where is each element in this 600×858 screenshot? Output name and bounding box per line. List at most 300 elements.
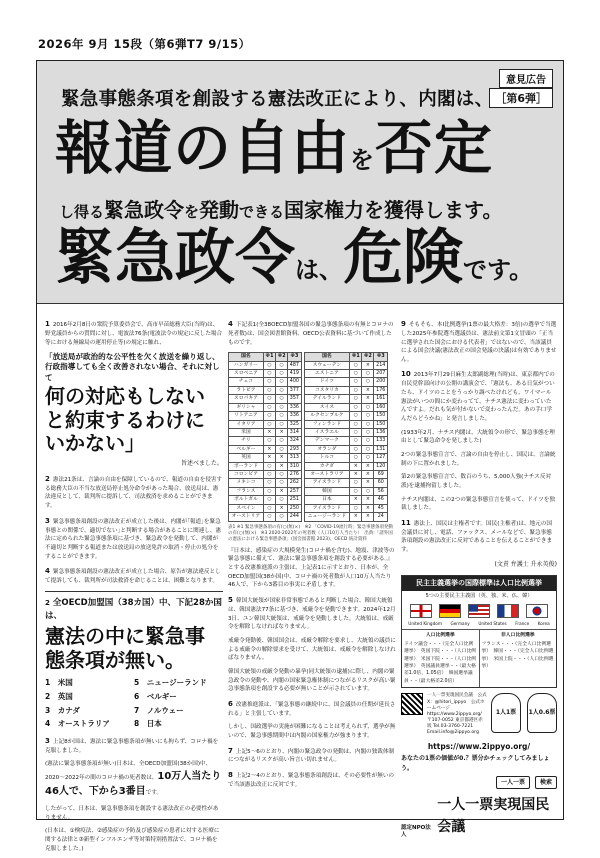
table-cell: ○ [263, 386, 275, 394]
search-term[interactable]: 一人一票 [496, 776, 530, 789]
paragraph-1: 1 2016年2月8日の衆院予算委員会で、高市早苗総務大臣(当時)は、野党議員からの質問に対し、電波法76条(電波法令の規定に反した場合等における無線局の運用停止等)の規定に触れ、 [45, 320, 223, 346]
flag-germany-icon [439, 604, 461, 618]
table-cell: チェコ [229, 378, 264, 386]
table-row [229, 487, 388, 495]
table-cell: 310 [288, 462, 301, 470]
table-cell: ○ [350, 428, 362, 436]
flag-label: United States [478, 620, 507, 626]
table-cell: 136 [374, 428, 388, 436]
flag-label: France [515, 620, 530, 626]
table-cell: × [362, 496, 374, 504]
paragraph-10b: (1933年2月、ナチス内閣は、大統領令の形で、緊急事態を理由として緊急命令を発しました) [401, 429, 555, 445]
table-cell: スペイン [229, 504, 264, 512]
paragraph-c2-7: 8 上記2〜4のとおり、緊急事態条項創設は、その必要性が無いので当該憲法改正に反対です。 [228, 771, 395, 788]
table-cell: 313 [288, 454, 301, 462]
table-cell: 377 [288, 386, 301, 394]
line3-part-d: 発動 [199, 198, 240, 222]
proportional-heading: 人口比例選挙 [425, 633, 455, 639]
flag-korea-icon [526, 604, 548, 618]
table-cell: 257 [288, 487, 301, 495]
proportional-column [402, 630, 480, 687]
table-header-cell: 国名 [229, 353, 264, 361]
headline-press-freedom-text: 報道の自由 [55, 114, 351, 182]
table-cell: ○ [350, 479, 362, 487]
table-cell: ○ [350, 412, 362, 420]
table-cell: 120 [374, 462, 388, 470]
table-row [229, 370, 388, 378]
table-row [229, 395, 388, 403]
box-subtitle: 5つの主要民主主義国（英、独、米、仏、韓） [425, 592, 533, 599]
table-cell: 336 [288, 403, 301, 411]
mascot-icon: 1人0.6票 [527, 693, 557, 733]
table-cell: ○ [276, 412, 288, 420]
table-cell: ○ [362, 454, 374, 462]
table-cell: × [276, 462, 288, 470]
table-cell: ○ [350, 361, 362, 369]
paragraph-3: 3 緊急事態条項創設の憲法改正が成立した後は、内閣が｢報道｣を緊急事態との関係で、適切でない｣と判断する場合があることに関連し、憲法に定められた緊急事態条項に基づき、緊急政令を発動して、内閣が不適切と判断する報道または放送局の放送免許の取消・停止の処分をすることができます。 [45, 516, 222, 560]
table-cell: ○ [350, 395, 362, 403]
paragraph-3-text: 緊急事態条項創設の憲法改正が成立した後は、内閣が｢報道｣を緊急事態との関係で、適切でない｣と判断する場合があることに関連し、憲法に定められた緊急事態条項に基づき、緊急政令を発動して、内閣が不適切と判断する報道または放送局の放送免許の取消・停止の処分をすることができます。 [45, 518, 222, 560]
country-item: 7 ノルウェー [134, 705, 184, 715]
table-cell: オーストリア [229, 513, 264, 521]
flag-row [402, 601, 556, 621]
country-item: 1 米国 [45, 678, 73, 688]
quote-big: 何の対応もしないと約束するわけにいかない」 [45, 383, 205, 456]
table-cell: × [362, 386, 374, 394]
table-cell: 日本 [304, 496, 350, 504]
table-row [229, 471, 388, 479]
line3-part-e: できる [239, 203, 285, 221]
non-proportional-body: フランス・・・（完全人口比例選挙） 韓国・・・（完全人口比例選挙） 米国上院・・・（人口比例選挙） [481, 641, 554, 670]
paragraph-5: 3 上記8か国は、憲法に緊急事態条項が無いにも拘らず、コロナ禍を克服しました。 [45, 736, 219, 754]
table-row [229, 437, 388, 445]
table-cell: × [350, 462, 362, 470]
table-row [229, 496, 388, 504]
headline-deny-text: 否定 [375, 114, 494, 182]
table-cell: ○ [362, 412, 374, 420]
table-cell: × [362, 471, 374, 479]
website-link[interactable]: https://www.2ippyo.org/ [427, 741, 531, 751]
table-cell: × [276, 428, 288, 436]
search-button[interactable]: 検索 [535, 776, 557, 789]
paragraph-10d: 第2の緊急事態宣言で、数百のうち、5,000人強(ナチス反対派)を逮捕拘留しました。 [401, 474, 552, 489]
table-cell: エストニア [304, 370, 350, 378]
quote-after: 旨述べました。 [180, 459, 223, 467]
paragraph-c2-6: 7 上記5〜6のとおり、内閣の緊急政令の発動は、内閣の独裁体制につながるリスクが高い旨言い切れません。 [228, 746, 395, 764]
headline-emergency-decree-danger [55, 223, 534, 293]
table-cell: 244 [288, 513, 301, 521]
table-cell: リトアニア [229, 412, 264, 420]
mascot-icon: 1人1票 [491, 693, 521, 733]
paragraph-c2-1-text: 下記表1(全38OECD加盟各国の緊急事態条項の有無とコロナの死者数)は、国会図書館資料、OECD公表資料に基づいて作成したものです。 [228, 322, 394, 346]
paragraph-10c: 2つの緊急事態宣言で、言論の自由を停止し、国民は、言論統制の下に置かれました。 [401, 451, 556, 467]
table-row [229, 378, 388, 386]
table-cell: 324 [288, 437, 301, 445]
table-cell: アイスランド [304, 479, 350, 487]
big2-part-a: 緊急政令 [55, 223, 295, 293]
table-cell: 419 [288, 370, 301, 378]
table-cell: 200 [374, 378, 388, 386]
table-cell: 60 [374, 479, 388, 487]
table-cell: カナダ [304, 462, 350, 470]
table-cell: フランス [229, 487, 264, 495]
table-cell: イスラエル [304, 428, 350, 436]
table-cell: 133 [374, 437, 388, 445]
table-cell: ルクセンブルク [304, 412, 350, 420]
hero-banner [37, 61, 563, 304]
table-cell: 131 [374, 445, 388, 453]
paragraph-5b-end: です。 [145, 790, 163, 797]
table-cell: 250 [288, 504, 301, 512]
table-cell: × [362, 361, 374, 369]
paragraph-2-text: 憲法21条は、言論の自由を保障しているので、報道の自由を侵害する総務大臣の不当な放送局停止処分命令があった場合、放送局は、憲法違反として、裁判所に提訴して、司法救済を求めることができます。 [45, 476, 223, 510]
table-header-cell: ※3 [374, 353, 388, 361]
table-cell: ○ [276, 378, 288, 386]
table-cell: 487 [288, 361, 301, 369]
table-cell: ○ [263, 370, 275, 378]
column-1 [45, 319, 223, 858]
paragraph-c2-6-text: 上記5〜6のとおり、内閣の緊急政令の発動は、内閣の独裁体制につながるリスクが高い旨言い切れません。 [228, 748, 395, 764]
paragraph-5-text: 上記8か国は、憲法に緊急事態条項が無いにも拘らず、コロナ禍を克服しました。 [45, 738, 219, 754]
column-3 [401, 319, 557, 839]
table-cell: ○ [350, 487, 362, 495]
table-cell: ○ [350, 386, 362, 394]
proportional-body: ドイツ議会・・・（完全人口比例選挙） 英国下院・・・（人口比例選挙） 米国下院・・・（人口比例選挙） 英国議員選挙・・（最大格差1.0倍、1.05倍） 韓国選挙議員・・（最大格差2.0倍） [404, 641, 476, 684]
table-cell: ○ [263, 395, 275, 403]
table-cell: 276 [288, 471, 301, 479]
paragraph-4: 4 緊急事態条項創設の憲法改正が成立した場合、原告が憲法違反として提訴しても、裁判所が司法救済を命じることは、困難となります。 [45, 567, 221, 585]
table-row [229, 454, 388, 462]
oecd-section-heading: 2 全OECD加盟国（38カ国）中、下記28か国は、 [45, 597, 222, 621]
box-title: 民主主義選挙の国際標準は人口比例選挙 [402, 576, 556, 591]
paragraph-5b-text: (憲法に緊急事態条項が無い)日本は、全OECD加盟国(38か国)中、2020〜2022年の間のコロナ禍の死者数は、 [45, 761, 212, 781]
dateline: 2026年 9月 15段（第6弾T7 9/15） [38, 37, 251, 51]
paragraph-11-text: 憲法上、国民は主権者です。国民(主権者)は、地元の国会議員に対し、電話、ファックス、メールなどで、緊急事態条項創設の憲法改正に反対であることを伝えることができます。 [401, 520, 553, 553]
table-cell: ○ [263, 471, 275, 479]
table-cell: × [276, 504, 288, 512]
table-cell: フィンランド [304, 420, 350, 428]
table-cell: ○ [350, 445, 362, 453]
flag-labels [402, 621, 556, 630]
paragraph-10e: ナチス内閣は、この2つの緊急事態宣言を使って、ドイツを独裁しました。 [401, 496, 555, 512]
table-row [229, 504, 388, 512]
table-cell: 69 [374, 471, 388, 479]
table-row [229, 403, 388, 411]
table-cell: イタリア [229, 420, 264, 428]
table-cell: ○ [362, 420, 374, 428]
paragraph-c2-1: 4 下記表1(全38OECD加盟各国の緊急事態条項の有無とコロナの死者数)は、国会図書館資料、OECD公表資料に基づいて作成したものです。 [228, 320, 394, 346]
table-cell: ○ [276, 479, 288, 487]
table-cell: 45 [374, 504, 388, 512]
paragraph-c2-4: 韓国大統領の戒厳令発動の暴挙(同大統領の逮捕)に際し、内閣の緊急政令の発動や、内閣の国家緊急権体制につながるリスクが高い緊急事態条項を創設する必要が無いことが示されています。 [228, 668, 396, 693]
table-cell: × [276, 487, 288, 495]
table-cell: 293 [288, 445, 301, 453]
table-cell: スロベニア [229, 370, 264, 378]
qr-code-icon[interactable] [401, 693, 423, 715]
big2-part-c: 危険 [343, 223, 463, 293]
table-row [229, 479, 388, 487]
table-cell: 127 [374, 454, 388, 462]
country-list [45, 677, 223, 730]
flag-label: Korea [537, 620, 550, 626]
table-cell: 英国 [229, 454, 264, 462]
line3-part-f: 国家権力 [284, 198, 365, 222]
table-cell: 357 [288, 395, 301, 403]
table-cell: ハンガリー [229, 361, 264, 369]
signoff: (文責 弁護士 升永英俊) [494, 560, 557, 568]
table-header-cell: ※1 [350, 353, 362, 361]
table-cell: トルコ [304, 454, 350, 462]
paragraph-7: (日本は、①検疫法、②感染症の予防及び感染症の患者に対する医療に関する法律と③新型インフルエンザ等対策特別措置法で、コロナ禍を克服しました。) [45, 828, 220, 852]
column-2 [228, 319, 396, 795]
table-cell: ○ [276, 496, 288, 504]
table-cell: 56 [374, 487, 388, 495]
paragraph-9: 9 そもそも、本Ⅰ比例選挙(1票の最大格差：3倍)の選挙で当選した2025年参院選当選議員は、憲法前文第1文冒頭の「正当に選挙された国会における代表者」ではないので、当該議員による国会決議(憲法改正の国会発議の決議)は有効でありません。 [401, 320, 557, 363]
org-name: 一人一票実現国民会議 [437, 797, 550, 835]
table-cell: × [263, 445, 275, 453]
table-cell: ベルギー [229, 445, 264, 453]
table-cell: ギリシャ [229, 403, 264, 411]
table-cell: 336 [288, 412, 301, 420]
line3-part-g: を獲得します。 [364, 198, 503, 222]
headline-emergency-power-line [59, 194, 502, 223]
country-item: 8 日本 [134, 719, 162, 729]
flag-france-icon [497, 604, 519, 618]
table-cell: ○ [276, 403, 288, 411]
table-cell: 150 [374, 412, 388, 420]
table-cell: ポーランド [229, 462, 264, 470]
series-label: ［第6弾］ [489, 88, 553, 108]
table-row [229, 513, 388, 521]
search-prompt-text: あなたの1票の価値が0.？票分かチェックしてみましょう。 [401, 755, 550, 772]
table-cell: 251 [288, 496, 301, 504]
table-cell: 262 [288, 479, 301, 487]
flag-uk-icon [410, 604, 432, 618]
paragraph-5b [45, 760, 223, 800]
table-cell: ○ [362, 378, 374, 386]
table-cell: ○ [263, 437, 275, 445]
table-cell: ○ [362, 437, 374, 445]
big2-part-d: です。 [463, 256, 534, 284]
table-cell: ○ [276, 370, 288, 378]
table-row [229, 386, 388, 394]
flag-label: Germany [450, 620, 470, 626]
table-cell: ポルトガル [229, 496, 264, 504]
table-cell: コスタリカ [304, 386, 350, 394]
line3-part-c: を [184, 203, 200, 221]
table-row [229, 412, 388, 420]
country-item: 5 ニュージーランド [134, 678, 207, 688]
death-rate-highlight: 10万人当たり46人で、下から3番目 [45, 770, 222, 798]
oecd-section-big: 憲法の中に緊急事態条項が無い。 [45, 624, 205, 672]
table-cell: ○ [350, 504, 362, 512]
table-cell: ○ [362, 487, 374, 495]
table-cell: × [362, 479, 374, 487]
country-item: 4 オーストラリア [45, 719, 110, 729]
search-prompt [401, 754, 557, 773]
table-cell: 韓国 [304, 487, 350, 495]
table-header-cell: ※1 [263, 353, 275, 361]
mascot-group [491, 693, 557, 736]
paragraph-c2-5-text: 改憲推進派は、「緊急事態の継続中に、国会議員の任期が延長される」と主張しています。 [228, 701, 396, 717]
table-cell: ○ [263, 403, 275, 411]
line3-part-a: し得る [59, 203, 105, 221]
table-header-cell: ※2 [276, 353, 288, 361]
table-cell: ○ [263, 513, 275, 521]
table-cell: 325 [288, 420, 301, 428]
table-cell: × [350, 513, 362, 521]
table-row [229, 420, 388, 428]
table-cell: コロンビア [229, 471, 264, 479]
table-cell: × [362, 513, 374, 521]
table-note: 表1 ※1 緊急事態条項の有(○)無(×) ※2 「COVID-19流行時」緊急事態条項発動の有(○)無(×) ※3 2020-2022年の死者数（人口10万人当たり） 出典:「諸外国の憲法における緊急事態条項」(国会図書館 2023)、OECD 統計資料 [228, 524, 393, 542]
table-cell: ○ [263, 412, 275, 420]
table-cell: オランダ [304, 445, 350, 453]
table-cell: ○ [350, 378, 362, 386]
contact-block [401, 693, 557, 736]
table-cell: 207 [374, 370, 388, 378]
table-cell: デンマーク [304, 437, 350, 445]
table-cell: × [362, 395, 374, 403]
table-header-cell: ※3 [288, 353, 301, 361]
divider [45, 591, 223, 592]
headline-intro: 緊急事態条項を創設する憲法改正により、内閣は、 [61, 89, 494, 110]
paragraph-10-text: 2013年7月29日麻生太郎副総理(当時)は、東京都内での自民党幹部向けの公開の講演会で、「憲法も、ある日気がついたら、ドイツのことをうっかり調べたけれども、ワイマール憲法がいつの間にか変わってて、ナチス憲法に変わっていたんですよ。だれも気が付かないで変わったんだ。あの手口学んだらどうかね」と発言しました。 [401, 372, 555, 422]
org-prefix: 認定NPO法人 [401, 825, 431, 838]
table-cell: × [263, 454, 275, 462]
table-cell: ○ [263, 420, 275, 428]
table-cell: ○ [276, 513, 288, 521]
ad-label: 意見広告 [499, 69, 553, 88]
table-cell: ○ [276, 361, 288, 369]
quote-lead: 「放送局が政治的な公平性を欠く放送を繰り返し、行政指導しても全く改善されない場合、それに対して [45, 352, 220, 382]
election-standard-box [401, 575, 557, 688]
paragraph-c2-2: 『日本は、感染症の大規模発生(コロナ禍を含む)、地震、津波等の緊急事態に備えて、憲法に緊急事態条項を創設する必要がある。』とする改憲推進派の主張は、上記表1に示すとおり、日本が、全OECD加盟国(38か国)中、コロナ禍の死者数が人口10万人当たり46人で、下から3番目の事実に矛盾します。 [228, 547, 395, 589]
table-cell: ○ [362, 428, 374, 436]
table-cell: × [263, 428, 275, 436]
table-cell: 400 [288, 378, 301, 386]
table-cell: チリ [229, 437, 264, 445]
table-cell: 160 [374, 403, 388, 411]
table-cell: スイス [304, 403, 350, 411]
line3-part-b: 緊急政令 [104, 198, 185, 222]
flag-label: United Kingdom [408, 620, 442, 626]
table-cell: 46 [374, 496, 388, 504]
headline-particle-wo: を [350, 146, 376, 174]
big2-part-b: は、 [295, 256, 343, 284]
table-header-cell: 国名 [304, 353, 350, 361]
paragraph-c2-5: 6 改憲推進派は、「緊急事態の継続中に、国会議員の任期が延長される」と主張しています。 [228, 699, 396, 717]
table-cell: ○ [276, 471, 288, 479]
paragraph-c2-3: 5 韓国大統領が国家非常事態であると判断した場合、韓国大統領は、韓国憲法77条に基づき、戒厳令を発動できます。2024年12月3日、ユン韓国大統領は、戒厳令を発動しました。大統領は、戒厳令を解除しなければなりません。 [228, 596, 396, 631]
table-cell: ○ [350, 370, 362, 378]
table-row [229, 428, 388, 436]
table-cell: × [362, 462, 374, 470]
paragraph-10: 10 2013年7月29日麻生太郎副総理(当時)は、東京都内での自民党幹部向けの公開の講演会で、「憲法も、ある日気がついたら、ドイツのことをうっかり調べたけれども、ワイマール憲法がいつの間にか変わってて、ナチス憲法に変わっていたんですよ。だれも気が付かないで変わったんだ。あの手口学んだらどうかね」と発言しました。 [401, 370, 555, 422]
non-proportional-column [480, 630, 557, 687]
table-cell: ○ [276, 437, 288, 445]
table-cell: × [276, 454, 288, 462]
paragraph-2: 2 憲法21条は、言論の自由を保障しているので、報道の自由を侵害する総務大臣の不当な放送局停止処分命令があった場合、放送局は、憲法違反として、裁判所に提訴して、司法救済を求めることができます。 [45, 474, 223, 510]
paragraph-1-text: 2016年2月8日の衆院予算委員会で、高市早苗総務大臣(当時)は、野党議員からの質問に対し、電波法76条(電波法令の規定に反した場合等における無線局の運用停止等)の規定に触れ、 [45, 322, 223, 346]
table-cell: ○ [263, 496, 275, 504]
table-cell: ○ [350, 420, 362, 428]
table-cell: ラトビア [229, 386, 264, 394]
table-cell: ○ [362, 370, 374, 378]
country-item: 6 ベルギー [134, 691, 177, 701]
paragraph-c2-3-text: 韓国大統領が国家非常事態であると判断した場合、韓国大統領は、韓国憲法77条に基づき、戒厳令を発動できます。2024年12月3日、ユン韓国大統領は、戒厳令を発動しました。大統領は、戒厳令を解除しなければなりません。 [228, 598, 396, 631]
country-item: 2 英国 [45, 691, 73, 701]
paragraph-11: 11 憲法上、国民は主権者です。国民(主権者)は、地元の国会議員に対し、電話、ファックス、メールなどで、緊急事態条項創設の憲法改正に反対であることを伝えることができます。 [401, 518, 553, 553]
table-cell: × [362, 504, 374, 512]
table-cell: 150 [374, 420, 388, 428]
table-row [229, 445, 388, 453]
table-cell: ○ [263, 361, 275, 369]
search-box [401, 776, 557, 789]
election-comparison [402, 629, 556, 687]
headline-freedom-of-press [55, 114, 494, 182]
paragraph-c2-3b: 戒厳令発動後、韓国国会は、戒厳令解除を要求し、大統領の議員による戒厳令の解除要求を受けて、大統領は、戒厳令を解除しなければなりません。 [228, 637, 396, 662]
organization-footer [401, 795, 557, 838]
table-cell: 214 [374, 361, 388, 369]
table-cell: ○ [276, 420, 288, 428]
table-cell: オーストラリア [304, 471, 350, 479]
table-row [229, 462, 388, 470]
table-cell: × [350, 496, 362, 504]
table-cell: ○ [263, 487, 275, 495]
country-item: 3 カナダ [45, 705, 80, 715]
table-cell: ○ [276, 386, 288, 394]
table-cell: 176 [374, 386, 388, 394]
opinion-ad [36, 60, 564, 852]
table-cell: ○ [350, 454, 362, 462]
oecd-section-heading-text: 全OECD加盟国（38カ国）中、下記28か国は、 [45, 597, 222, 621]
table-cell: ドイツ [304, 378, 350, 386]
table-cell: スウェーデン [304, 361, 350, 369]
table-cell: ○ [362, 403, 374, 411]
non-proportional-heading: 非人口比例選挙 [500, 633, 535, 639]
table-header-cell: ※2 [362, 353, 374, 361]
table-header-row [229, 353, 388, 361]
paragraph-6: したがって、日本は、緊急事態条項を創設する憲法改正の必要性がありません。 [45, 805, 219, 821]
table-cell: 314 [288, 428, 301, 436]
table-cell: ニュージーランド [304, 513, 350, 521]
table-cell: ○ [263, 479, 275, 487]
table-cell: スロバキア [229, 395, 264, 403]
paragraph-4-text: 緊急事態条項創設の憲法改正が成立した場合、原告が憲法違反として提訴しても、裁判所が司法救済を命じることは、困難となります。 [45, 569, 221, 585]
oecd-table [228, 352, 388, 521]
table-cell: ○ [362, 445, 374, 453]
paragraph-c2-5b: しかし、国政選挙の実施が困難になることは考えられず、選挙が無いので、緊急事態期間中は内閣の国家権力が強まります。 [228, 724, 396, 739]
table-cell: ○ [263, 462, 275, 470]
table-cell: ○ [350, 403, 362, 411]
table-cell: ○ [276, 395, 288, 403]
table-cell: ○ [263, 504, 275, 512]
table-cell: ○ [350, 437, 362, 445]
table-cell: デイルランド [304, 395, 350, 403]
table-cell: 24 [374, 513, 388, 521]
table-cell: ○ [263, 378, 275, 386]
paragraph-9-text: そもそも、本Ⅰ比例選挙(1票の最大格差：3倍)の選挙で当選した2025年参院選当選議員は、憲法前文第1文冒頭の「正当に選挙された国会における代表者」ではないので、当該議員による国会決議(憲法改正の国会発議の決議)は有効でありません。 [401, 322, 557, 363]
table-cell: アイスランド [304, 504, 350, 512]
table-cell: 161 [374, 395, 388, 403]
table-cell: ○ [276, 445, 288, 453]
table-cell: 米国 [229, 428, 264, 436]
flag-us-icon [468, 604, 490, 618]
table-cell: メキシコ [229, 479, 264, 487]
paragraph-c2-7-text: 上記2〜4のとおり、緊急事態条項創設は、その必要性が無いので当該憲法改正に反対です。 [228, 773, 395, 788]
contact-text: 一人一票実現国民会議 公式X：@hitori_ippyo 公式ホームページ https://www.2ippyo.org/ 〒107-0052 東京都港区赤坂 Tel.03-3760-7221 Email.info@2ippyo.org [427, 693, 487, 736]
